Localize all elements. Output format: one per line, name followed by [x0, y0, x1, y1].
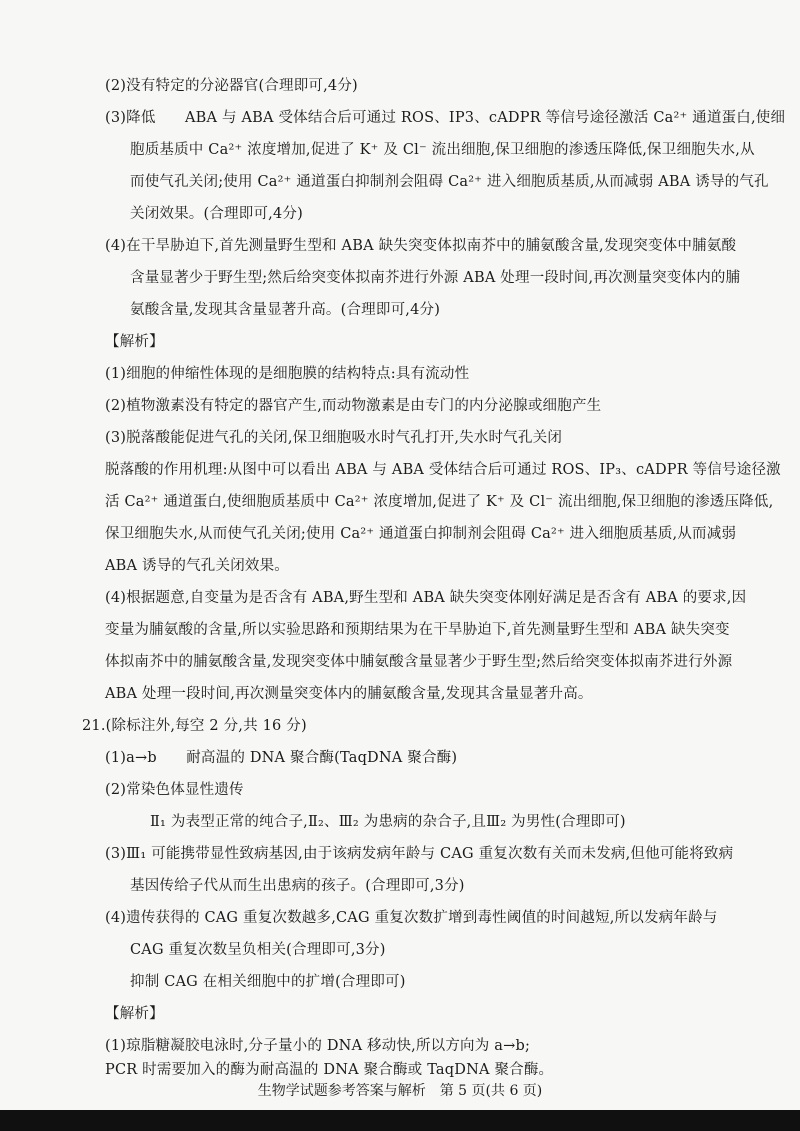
answer-20-4-line3: 氨酸含量,发现其含量显著升高。(合理即可,4分) — [130, 302, 441, 318]
analysis-20-4-line1: (4)根据题意,自变量为是否含有 ABA,野生型和 ABA 缺失突变体刚好满足是否含有 ABA 的要求,因 — [105, 590, 747, 606]
answer-21-2-line1: (2)常染色体显性遗传 — [105, 782, 244, 798]
answer-21-3-line2: 基因传给子代从而生出患病的孩子。(合理即可,3分) — [130, 878, 465, 894]
page-footer: 生物学试题参考答案与解析 第 5 页(共 6 页) — [257, 1083, 543, 1099]
analysis-20-2: (2)植物激素没有特定的器官产生,而动物激素是由专门的内分泌腺或细胞产生 — [105, 398, 602, 414]
answer-21-4-line1: (4)遗传获得的 CAG 重复次数越多,CAG 重复次数扩增到毒性阈值的时间越短,所以发病年龄与 — [105, 910, 718, 926]
analysis-20-1: (1)细胞的伸缩性体现的是细胞膜的结构特点:具有流动性 — [105, 366, 470, 382]
question-21-heading: 21.(除标注外,每空 2 分,共 16 分) — [82, 718, 307, 734]
answer-21-2-line2: Ⅱ₁ 为表型正常的纯合子,Ⅱ₂、Ⅲ₂ 为患病的杂合子,且Ⅲ₂ 为男性(合理即可) — [150, 814, 626, 830]
answer-20-2: (2)没有特定的分泌器官(合理即可,4分) — [105, 78, 358, 94]
analysis-20-3-line5: ABA 诱导的气孔关闭效果。 — [105, 558, 290, 574]
analysis-20-4-line2: 变量为脯氨酸的含量,所以实验思路和预期结果为在干旱胁迫下,首先测量野生型和 ABA 缺失突变 — [105, 622, 730, 638]
answer-21-4-line2: CAG 重复次数呈负相关(合理即可,3分) — [130, 942, 386, 958]
answer-21-4-line3: 抑制 CAG 在相关细胞中的扩增(合理即可) — [130, 974, 406, 990]
analysis-21-1-line2: PCR 时需要加入的酶为耐高温的 DNA 聚合酶或 TaqDNA 聚合酶。 — [105, 1062, 554, 1078]
analysis-heading: 【解析】 — [105, 334, 164, 350]
analysis-20-3-line2: 脱落酸的作用机理:从图中可以看出 ABA 与 ABA 受体结合后可通过 ROS、IP₃、cADPR 等信号途径激 — [105, 462, 781, 478]
analysis-20-3-line1: (3)脱落酸能促进气孔的关闭,保卫细胞吸水时气孔打开,失水时气孔关闭 — [105, 430, 563, 446]
answer-20-3-line3: 而使气孔关闭;使用 Ca²⁺ 通道蛋白抑制剂会阻碍 Ca²⁺ 进入细胞质基质,从而减弱 ABA 诱导的气孔 — [130, 174, 769, 190]
answer-20-3-line1: (3)降低 ABA 与 ABA 受体结合后可通过 ROS、IP3、cADPR 等信号途径激活 Ca²⁺ 通道蛋白,使细 — [105, 110, 786, 126]
analysis-20-4-line4: ABA 处理一段时间,再次测量突变体内的脯氨酸含量,发现其含量显著升高。 — [105, 686, 593, 702]
analysis-heading-21: 【解析】 — [105, 1006, 164, 1022]
scan-border — [0, 1110, 800, 1131]
answer-20-3-line4: 关闭效果。(合理即可,4分) — [130, 206, 303, 222]
analysis-20-3-line3: 活 Ca²⁺ 通道蛋白,使细胞质基质中 Ca²⁺ 浓度增加,促进了 K⁺ 及 Cl⁻ 流出细胞,保卫细胞的渗透压降低, — [105, 494, 774, 510]
answer-20-4-line1: (4)在干旱胁迫下,首先测量野生型和 ABA 缺失突变体拟南芥中的脯氨酸含量,发现突变体中脯氨酸 — [105, 238, 737, 254]
analysis-20-3-line4: 保卫细胞失水,从而使气孔关闭;使用 Ca²⁺ 通道蛋白抑制剂会阻碍 Ca²⁺ 进入细胞质基质,从而减弱 — [105, 526, 737, 542]
analysis-20-4-line3: 体拟南芥中的脯氨酸含量,发现突变体中脯氨酸含量显著少于野生型;然后给突变体拟南芥进行外源 — [105, 654, 733, 670]
answer-21-1: (1)a→b 耐高温的 DNA 聚合酶(TaqDNA 聚合酶) — [105, 750, 458, 766]
analysis-21-1-line1: (1)琼脂糖凝胶电泳时,分子量小的 DNA 移动快,所以方向为 a→b; — [105, 1038, 531, 1054]
answer-20-4-line2: 含量显著少于野生型;然后给突变体拟南芥进行外源 ABA 处理一段时间,再次测量突变体内的脯 — [130, 270, 741, 286]
answer-21-3-line1: (3)Ⅲ₁ 可能携带显性致病基因,由于该病发病年龄与 CAG 重复次数有关而未发病,但他可能将致病 — [105, 846, 734, 862]
answer-20-3-line2: 胞质基质中 Ca²⁺ 浓度增加,促进了 K⁺ 及 Cl⁻ 流出细胞,保卫细胞的渗透压降低,保卫细胞失水,从 — [130, 142, 755, 158]
